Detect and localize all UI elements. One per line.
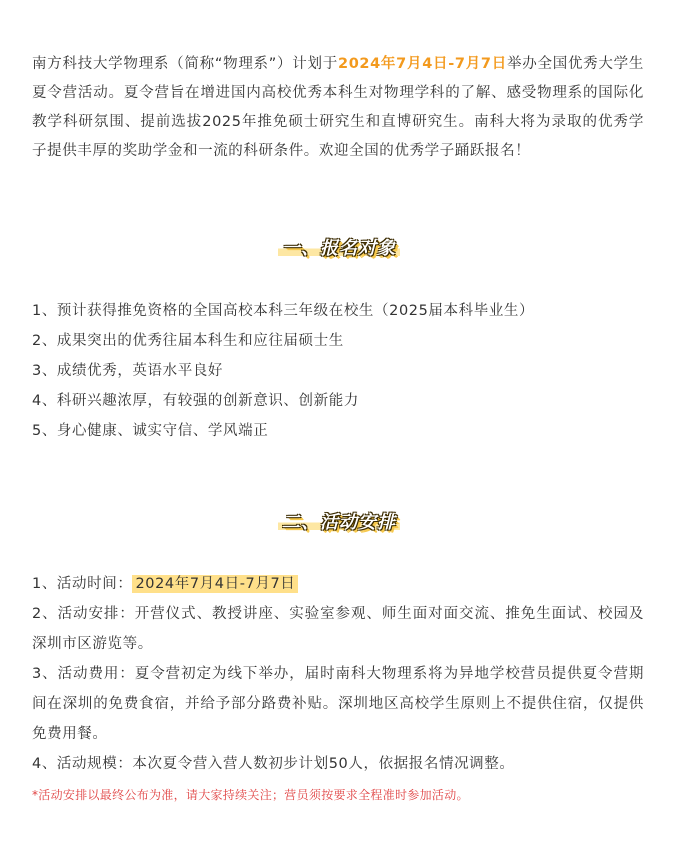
list-item: 4、活动规模：本次夏令营入营人数初步计划50人，依据报名情况调整。: [32, 756, 515, 772]
eligibility-list: [32, 296, 644, 446]
section-title-eligibility-text: 一、报名对象: [278, 234, 400, 260]
footnote: *活动安排以最终公布为准，请大家持续关注；营员须按要求全程准时参加活动。: [32, 788, 469, 802]
intro-dates-highlight: 2024年7月4日-7月7日: [338, 56, 507, 72]
list-item: [32, 569, 644, 599]
activity-time-label: 1、活动时间：: [32, 576, 133, 592]
list-item: 5、身心健康、诚实守信、学风端正: [32, 423, 269, 439]
activity-time-value: 2024年7月4日-7月7日: [132, 575, 298, 593]
intro-paragraph: [32, 50, 644, 166]
list-item: 3、活动费用：夏令营初定为线下举办，届时南科大物理系将为异地学校营员提供夏令营期间在深圳的免费食宿，并给予部分路费补贴。深圳地区高校学生原则上不提供住宿，仅提供免费用餐。: [32, 666, 644, 742]
intro-text-part1: 南方科技大学物理系（简称“物理系”）计划于: [32, 56, 338, 72]
schedule-list: [32, 569, 644, 779]
list-item: 3、成绩优秀，英语水平良好: [32, 363, 224, 379]
list-item: 2、成果突出的优秀往届本科生和应往届硕士生: [32, 333, 344, 349]
intro-text-part2: 举办全国优秀大学生夏令营活动。夏令营旨在增进国内高校优秀本科生对物理学科的了解、感受物理系的国际化教学科研氛围、提前选拔2025年推免硕士研究生和直博研究生。南科大将为录取的优秀学子提供丰厚的奖助学金和一流的科研条件。欢迎全国的优秀学子踊跃报名！: [32, 56, 644, 159]
list-item: 1、预计获得推免资格的全国高校本科三年级在校生（2025届本科毕业生）: [32, 303, 535, 319]
list-item: 4、科研兴趣浓厚，有较强的创新意识、创新能力: [32, 393, 359, 409]
section-title-eligibility: [0, 234, 678, 260]
list-item: 2、活动安排：开营仪式、教授讲座、实验室参观、师生面对面交流、推免生面试、校园及深圳市区游览等。: [32, 606, 644, 652]
section-title-schedule: [0, 508, 678, 534]
section-title-schedule-text: 二、活动安排: [278, 508, 400, 534]
